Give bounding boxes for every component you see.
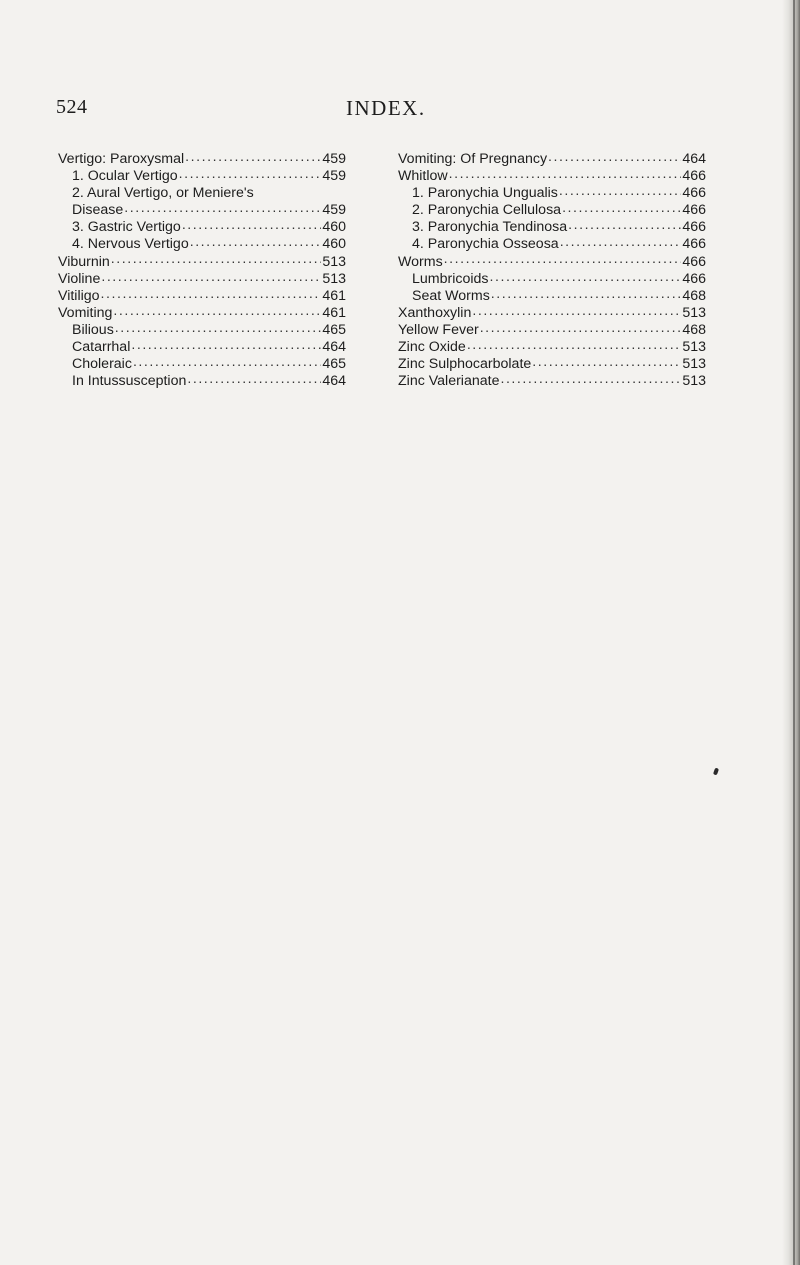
index-term: 3. Gastric Vertigo (72, 219, 181, 236)
dot-leader (480, 322, 682, 334)
index-term: Catarrhal (72, 339, 131, 356)
index-page-number: 466 (682, 236, 706, 253)
index-entry (58, 288, 346, 305)
index-page-number: 513 (322, 270, 346, 287)
index-entry (58, 271, 346, 288)
index-page-number: 513 (682, 339, 706, 356)
index-term: Vertigo: Paroxysmal (58, 151, 185, 167)
index-page-number: 459 (322, 168, 346, 185)
dot-leader (491, 288, 682, 300)
page-header (56, 96, 436, 126)
index-term: Yellow Fever (398, 321, 479, 338)
index-column-left (58, 151, 346, 390)
index-page-number: 460 (322, 236, 346, 253)
index-term: Viburnin (58, 253, 110, 270)
index-page-number: 461 (322, 304, 346, 321)
dot-leader (467, 339, 682, 351)
index-term: Zinc Valerianate (398, 373, 500, 390)
dot-leader (559, 185, 681, 197)
index-entry (398, 151, 706, 168)
dot-leader (444, 254, 682, 266)
dot-leader (532, 356, 681, 368)
index-page-number: 464 (322, 373, 346, 390)
index-term: Seat Worms (412, 287, 490, 304)
index-page-number: 466 (682, 270, 706, 287)
dot-leader (101, 271, 321, 283)
dot-leader (500, 373, 681, 385)
dot-leader (182, 219, 322, 231)
index-term: Disease (72, 202, 124, 219)
dot-leader (115, 322, 322, 334)
page-number: 524 (56, 96, 88, 118)
index-page-number: 459 (322, 151, 346, 167)
dot-leader (111, 254, 322, 266)
dot-leader (472, 305, 681, 317)
dot-leader (548, 151, 681, 163)
index-entry (398, 168, 706, 185)
index-page-number: 459 (322, 202, 346, 219)
index-page-number: 513 (682, 373, 706, 390)
dot-leader (124, 202, 321, 214)
index-term: 4. Paronychia Osseosa (412, 236, 559, 253)
index-page-number: 468 (682, 321, 706, 338)
index-entry (398, 305, 706, 322)
index-entry (58, 305, 346, 322)
index-page-number: 464 (322, 339, 346, 356)
index-page-number: 513 (682, 304, 706, 321)
page-edge-shadow (782, 0, 800, 1265)
index-page-number: 466 (682, 185, 706, 202)
dot-leader (562, 202, 681, 214)
index-term: 4. Nervous Vertigo (72, 236, 189, 253)
index-entry (58, 202, 346, 219)
dot-leader (449, 168, 682, 180)
index-page-number: 468 (682, 287, 706, 304)
index-page-number: 466 (682, 202, 706, 219)
index-term: Worms (398, 253, 443, 270)
index-entry (58, 151, 346, 168)
index-column-right (398, 151, 706, 390)
dot-leader (568, 219, 681, 231)
index-term: 2. Aural Vertigo, or Meniere's (72, 185, 254, 202)
index-term: Whitlow (398, 168, 448, 185)
index-entry (398, 185, 706, 202)
index-entry (398, 202, 706, 219)
index-term: Bilious (72, 321, 114, 338)
index-term: Vomiting (58, 304, 113, 321)
dot-leader (131, 339, 321, 351)
index-entry (58, 373, 346, 390)
index-entry (398, 288, 706, 305)
index-term: 2. Paronychia Cellulosa (412, 202, 562, 219)
index-entry (58, 254, 346, 271)
index-entry (58, 356, 346, 373)
dot-leader (187, 373, 321, 385)
index-term: Zinc Sulphocarbolate (398, 356, 532, 373)
index-page-number: 464 (682, 151, 706, 167)
dot-leader (560, 236, 682, 248)
index-entry (398, 271, 706, 288)
index-page-number: 513 (682, 356, 706, 373)
index-entry (398, 236, 706, 253)
index-term: In Intussusception (72, 373, 187, 390)
dot-leader (133, 356, 321, 368)
index-entry (398, 356, 706, 373)
dot-leader (185, 151, 321, 163)
index-entry (58, 168, 346, 185)
index-entry (398, 339, 706, 356)
page-edge-line (793, 0, 795, 1265)
index-term: 1. Ocular Vertigo (72, 168, 178, 185)
index-term: Zinc Oxide (398, 339, 466, 356)
index-page-number: 466 (682, 219, 706, 236)
index-term: Vomiting: Of Pregnancy (398, 151, 548, 167)
index-page-number: 465 (322, 356, 346, 373)
index-entry (398, 254, 706, 271)
index-entry (58, 236, 346, 253)
index-page-number: 513 (322, 253, 346, 270)
index-entry (398, 373, 706, 390)
index-term: Violine (58, 270, 101, 287)
index-entry (398, 219, 706, 236)
index-term: 3. Paronychia Tendinosa (412, 219, 568, 236)
index-term: Choleraic (72, 356, 132, 373)
dot-leader (490, 271, 682, 283)
dot-leader (113, 305, 321, 317)
index-page-number: 461 (322, 287, 346, 304)
index-entry (398, 322, 706, 339)
index-term: Lumbricoids (412, 270, 489, 287)
dot-leader (101, 288, 322, 300)
index-entry (58, 322, 346, 339)
page-title: INDEX. (346, 96, 426, 120)
index-entry (58, 219, 346, 236)
dot-leader (190, 236, 322, 248)
index-entry (58, 185, 346, 202)
index-page-number: 466 (682, 168, 706, 185)
index-page-number: 466 (682, 253, 706, 270)
index-term: 1. Paronychia Ungualis (412, 185, 558, 202)
index-page-number: 460 (322, 219, 346, 236)
index-term: Vitiligo (58, 287, 100, 304)
index-page-number: 465 (322, 321, 346, 338)
index-term: Xanthoxylin (398, 304, 472, 321)
index-entry (58, 339, 346, 356)
dot-leader (179, 168, 322, 180)
